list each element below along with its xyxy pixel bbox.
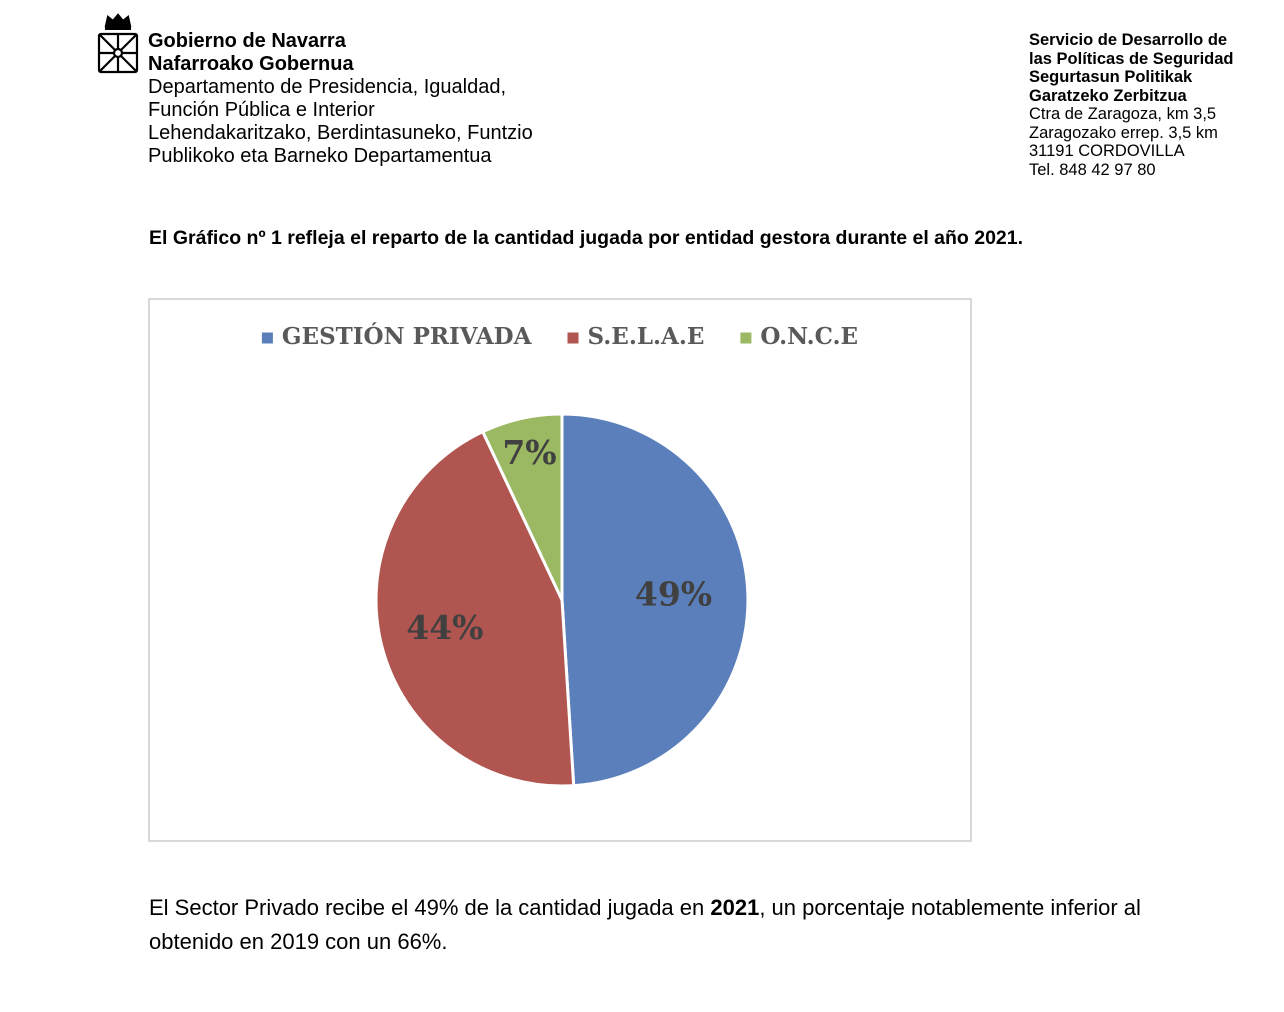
pie-chart-frame	[148, 298, 972, 842]
service-name-line: Servicio de Desarrollo de	[1029, 31, 1228, 49]
phone-line: Tel. 848 42 97 80	[1029, 160, 1156, 179]
department-line: Función Pública e Interior	[148, 99, 375, 121]
department-line: Departamento de Presidencia, Igualdad,	[148, 76, 507, 98]
legend-swatch	[568, 333, 579, 344]
legend-label: S.E.L.A.E	[587, 323, 705, 350]
navarra-coat-of-arms-logo	[96, 12, 140, 78]
legend-swatch	[262, 333, 273, 344]
department-line: Lehendakaritzako, Berdintasuneko, Funtzio	[148, 122, 533, 144]
pie-data-label: 49%	[634, 574, 713, 614]
legend-label: GESTIÓN PRIVADA	[281, 323, 532, 350]
pie-data-label: 44%	[406, 608, 484, 648]
service-name-line: las Políticas de Seguridad	[1029, 49, 1234, 68]
summary-year-bold: 2021	[710, 895, 760, 920]
service-name-line: Garatzeko Zerbitzua	[1029, 86, 1187, 105]
summary-paragraph	[149, 891, 1209, 959]
government-name-eu: Nafarroako Gobernua	[148, 53, 354, 75]
chart-legend	[262, 323, 858, 350]
pie-data-label: 7%	[502, 432, 557, 472]
address-line: Ctra de Zaragoza, km 3,5	[1029, 105, 1217, 123]
government-header	[148, 30, 533, 168]
pie-chart	[150, 300, 970, 840]
service-name-line: Segurtasun Politikak	[1029, 68, 1193, 86]
summary-text-start: El Sector Privado recibe el 49% de la cantidad jugada en	[149, 895, 711, 920]
legend-swatch	[740, 333, 751, 344]
address-line: 31191 CORDOVILLA	[1029, 142, 1185, 160]
service-address-block	[1029, 31, 1234, 179]
summary-text-end: , un porcentaje notablemente inferior al obtenido en 2019 con un 66%.	[149, 895, 1141, 954]
chart-intro-text: El Gráfico nº 1 refleja el reparto de la cantidad jugada por entidad gestora durante el año 2021.	[149, 227, 1024, 249]
legend-label: O.N.C.E	[760, 323, 859, 350]
department-line: Publikoko eta Barneko Departamentua	[148, 145, 492, 167]
address-line: Zaragozako errep. 3,5 km	[1029, 123, 1218, 142]
government-name-es: Gobierno de Navarra	[148, 30, 346, 52]
